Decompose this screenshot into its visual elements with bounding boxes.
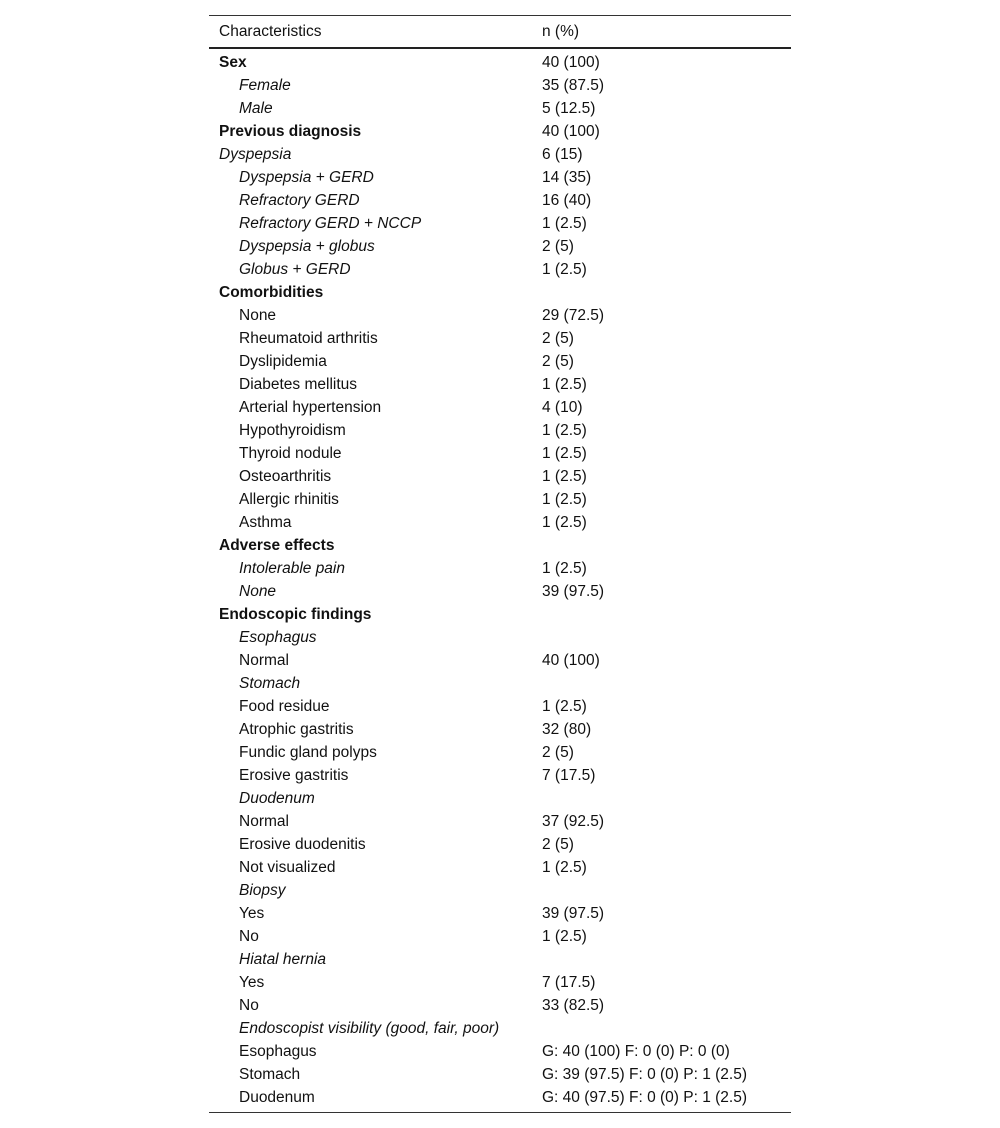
- row-label: Yes: [239, 904, 265, 922]
- row-label: Duodenum: [239, 789, 315, 807]
- row-label: Esophagus: [239, 1042, 317, 1060]
- row-value: 2 (5): [542, 237, 574, 255]
- row-value: 37 (92.5): [542, 812, 605, 830]
- table-row: [209, 327, 791, 350]
- row-value: 1 (2.5): [542, 375, 587, 393]
- table-row: [209, 787, 791, 810]
- row-label: Refractory GERD + NCCP: [239, 214, 422, 232]
- row-value: 2 (5): [542, 743, 574, 761]
- table-row: [209, 649, 791, 672]
- row-value: 2 (5): [542, 352, 574, 370]
- row-label: Duodenum: [239, 1088, 315, 1106]
- table-row: [209, 396, 791, 419]
- table-row: [209, 856, 791, 879]
- row-label: Sex: [219, 53, 247, 71]
- row-value: 1 (2.5): [542, 421, 587, 439]
- row-label: Food residue: [239, 697, 330, 715]
- table-row: [209, 764, 791, 787]
- row-value: 39 (97.5): [542, 582, 605, 600]
- row-value: G: 39 (97.5) F: 0 (0) P: 1 (2.5): [542, 1065, 748, 1083]
- row-label: Comorbidities: [219, 283, 324, 301]
- row-label: Globus + GERD: [239, 260, 351, 278]
- row-label: Hiatal hernia: [239, 950, 327, 968]
- table-body: [209, 49, 791, 1112]
- row-value: 7 (17.5): [542, 973, 596, 991]
- row-label: No: [239, 996, 259, 1014]
- table-row: [209, 465, 791, 488]
- row-value: 1 (2.5): [542, 214, 587, 232]
- characteristics-table: [209, 15, 791, 1113]
- row-label: Arterial hypertension: [239, 398, 382, 416]
- table-row: [209, 97, 791, 120]
- table-row: [209, 51, 791, 74]
- row-value: 1 (2.5): [542, 697, 587, 715]
- row-label: Dyspepsia + GERD: [239, 168, 374, 186]
- row-label: Asthma: [239, 513, 292, 531]
- row-value: 1 (2.5): [542, 260, 587, 278]
- row-value: 40 (100): [542, 53, 600, 71]
- row-value: 1 (2.5): [542, 927, 587, 945]
- row-label: Atrophic gastritis: [239, 720, 354, 738]
- row-value: 29 (72.5): [542, 306, 605, 324]
- table-row: [209, 833, 791, 856]
- row-value: 2 (5): [542, 835, 574, 853]
- row-label: None: [239, 306, 277, 324]
- table-header-row: [209, 16, 791, 49]
- row-label: Male: [239, 99, 273, 117]
- header-n-percent: n (%): [542, 22, 580, 40]
- row-label: Biopsy: [239, 881, 286, 899]
- row-label: Dyspepsia: [219, 145, 292, 163]
- table-row: [209, 373, 791, 396]
- row-value: 5 (12.5): [542, 99, 596, 117]
- table-row: [209, 925, 791, 948]
- header-characteristics: Characteristics: [219, 22, 322, 40]
- row-value: 2 (5): [542, 329, 574, 347]
- table-row: [209, 281, 791, 304]
- table-row: [209, 695, 791, 718]
- table-row: [209, 189, 791, 212]
- row-label: Dyslipidemia: [239, 352, 327, 370]
- row-label: Normal: [239, 651, 289, 669]
- table-row: [209, 718, 791, 741]
- table-row: [209, 534, 791, 557]
- row-value: 33 (82.5): [542, 996, 605, 1014]
- table-row: [209, 994, 791, 1017]
- row-value: 16 (40): [542, 191, 592, 209]
- row-value: 7 (17.5): [542, 766, 596, 784]
- row-value: 4 (10): [542, 398, 583, 416]
- table-row: [209, 672, 791, 695]
- row-label: Endoscopic findings: [219, 605, 372, 623]
- row-label: Hypothyroidism: [239, 421, 346, 439]
- table-row: [209, 350, 791, 373]
- table-row: [209, 1063, 791, 1086]
- table-row: [209, 74, 791, 97]
- row-label: Female: [239, 76, 291, 94]
- row-value: 35 (87.5): [542, 76, 605, 94]
- row-value: G: 40 (100) F: 0 (0) P: 0 (0): [542, 1042, 730, 1060]
- row-label: Adverse effects: [219, 536, 335, 554]
- table-row: [209, 235, 791, 258]
- row-label: Not visualized: [239, 858, 336, 876]
- table-row: [209, 258, 791, 281]
- row-label: Stomach: [239, 1065, 301, 1083]
- row-label: Refractory GERD: [239, 191, 360, 209]
- table-row: [209, 741, 791, 764]
- row-label: Intolerable pain: [239, 559, 345, 577]
- row-value: 1 (2.5): [542, 467, 587, 485]
- table-row: [209, 1086, 791, 1109]
- table-row: [209, 304, 791, 327]
- row-label: Osteoarthritis: [239, 467, 332, 485]
- table-row: [209, 442, 791, 465]
- row-label: Normal: [239, 812, 289, 830]
- row-value: 6 (15): [542, 145, 583, 163]
- table-row: [209, 1040, 791, 1063]
- row-label: Diabetes mellitus: [239, 375, 358, 393]
- table-row: [209, 580, 791, 603]
- row-value: 1 (2.5): [542, 513, 587, 531]
- row-label: No: [239, 927, 259, 945]
- table-row: [209, 212, 791, 235]
- table-row: [209, 120, 791, 143]
- table-row: [209, 948, 791, 971]
- table-row: [209, 971, 791, 994]
- row-value: 40 (100): [542, 122, 600, 140]
- row-label: Allergic rhinitis: [239, 490, 339, 508]
- table-row: [209, 557, 791, 580]
- row-label: Thyroid nodule: [239, 444, 342, 462]
- table-row: [209, 603, 791, 626]
- row-label: Previous diagnosis: [219, 122, 362, 140]
- row-value: 1 (2.5): [542, 559, 587, 577]
- row-value: 39 (97.5): [542, 904, 605, 922]
- table-row: [209, 166, 791, 189]
- row-value: 14 (35): [542, 168, 592, 186]
- row-label: Erosive gastritis: [239, 766, 349, 784]
- row-label: Endoscopist visibility (good, fair, poor): [239, 1019, 500, 1037]
- row-label: Dyspepsia + globus: [239, 237, 375, 255]
- row-label: Fundic gland polyps: [239, 743, 377, 761]
- row-value: 1 (2.5): [542, 858, 587, 876]
- row-label: Stomach: [239, 674, 301, 692]
- table-row: [209, 488, 791, 511]
- table-row: [209, 511, 791, 534]
- row-label: Rheumatoid arthritis: [239, 329, 378, 347]
- row-label: Yes: [239, 973, 265, 991]
- row-value: 32 (80): [542, 720, 592, 738]
- row-value: G: 40 (97.5) F: 0 (0) P: 1 (2.5): [542, 1088, 748, 1106]
- row-value: 1 (2.5): [542, 490, 587, 508]
- table-row: [209, 1017, 791, 1040]
- row-value: 40 (100): [542, 651, 600, 669]
- row-label: Esophagus: [239, 628, 317, 646]
- table-row: [209, 879, 791, 902]
- table-row: [209, 419, 791, 442]
- row-value: 1 (2.5): [542, 444, 587, 462]
- table-row: [209, 810, 791, 833]
- table-row: [209, 626, 791, 649]
- table-row: [209, 143, 791, 166]
- row-label: None: [239, 582, 277, 600]
- table-row: [209, 902, 791, 925]
- row-label: Erosive duodenitis: [239, 835, 366, 853]
